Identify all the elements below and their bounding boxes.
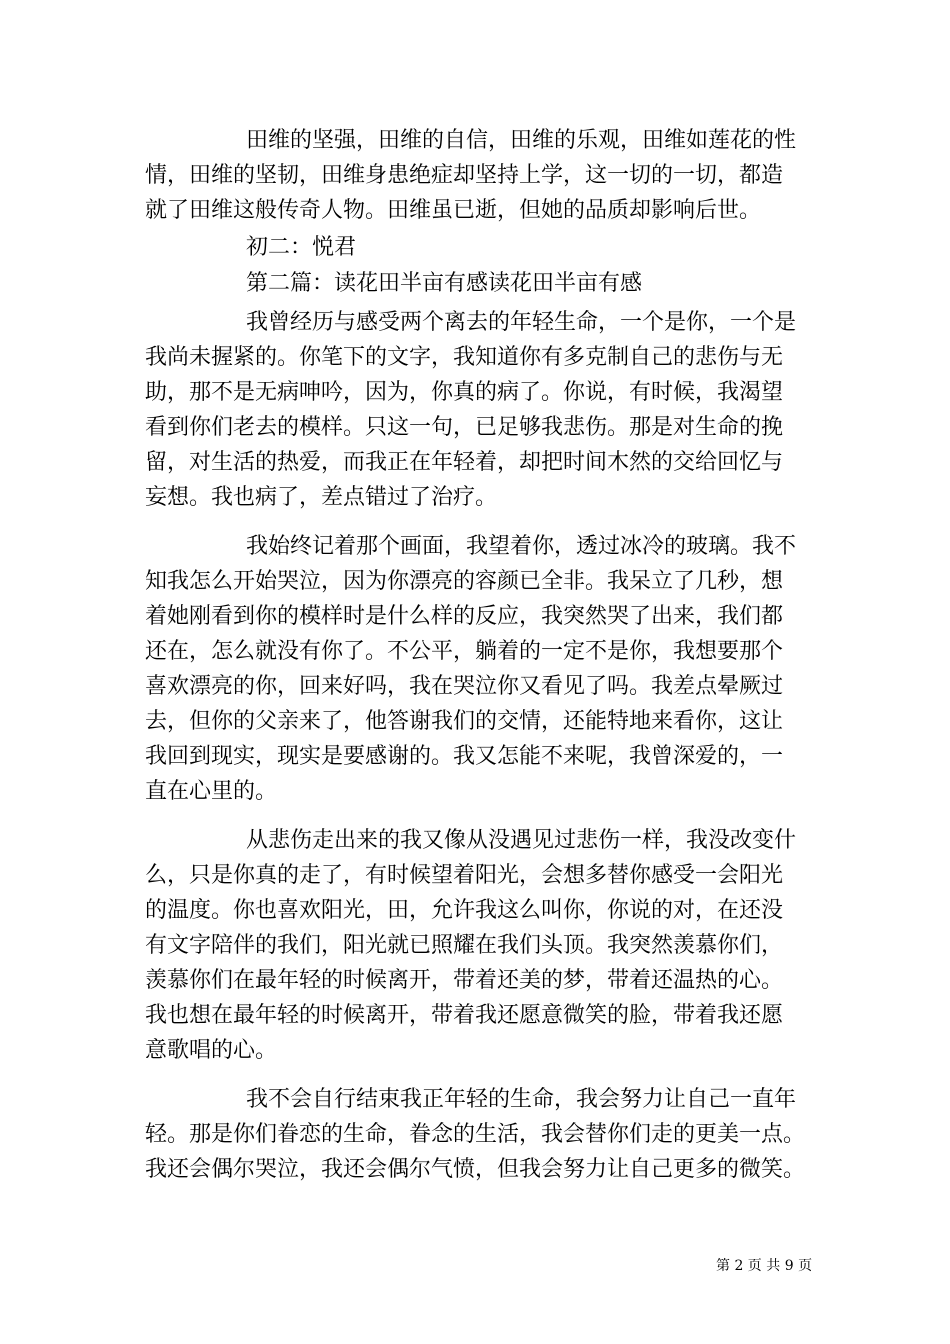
document-page: 田维的坚强，田维的自信，田维的乐观，田维如莲花的性 情，田维的坚韧，田维身患绝症却坚持上学，这一切的一切，都造 就了田维这般传奇人物。田维虽已逝，但她的品质却影响后世。 初二：悦君 第二篇：读花田半亩有感读花田半亩有感 我曾经历与感受两个离去的年轻生命，一个是你，一个是 我尚未握紧的。你笔下的文字，我知道你有多克制自己的悲伤与无 助，那不是无病呻吟，因为，你真的病了。你说，有时候，我渴望 看到你们老去的模样。只这一句，已足够我悲伤。那是对生命的挽 留，对生活的热爱，而我正在年轻着，却把时间木然的交给回忆与 妄想。我也病了，差点错过了治疗。 我始终记着那个画面，我望着你，透过冰冷的玻璃。我不 知我怎么开始哭泣，因为你漂亮的容颜已全非。我呆立了几秒，想 着她刚看到你的模样时是什么样的反应，我突然哭了出来，我们都 还在，怎么就没有你了。不公平，躺着的一定不是你，我想要那个 喜欢漂亮的你，回来好吗，我在哭泣你又看见了吗。我差点晕厥过 去，但你的父亲来了，他答谢我们的交情，还能特地来看你，这让 我回到现实，现实是要感谢的。我又怎能不来呢，我曾深爱的，一 直在心里的。 从悲伤走出来的我又像从没遇见过悲伤一样，我没改变什 么，只是你真的走了，有时候望着阳光，会想多替你感受一会阳光 的温度。你也喜欢阳光，田，允许我这么叫你，你说的对，在还没 有文字陪伴的我们，阳光就已照耀在我们头顶。我突然羡慕你们， 羡慕你们在最年轻的时候离开，带着还美的梦，带着还温热的心。 我也想在最年轻的时候离开，带着我还愿意微笑的脸，带着我还愿 意歌唱的心。 我不会自行结束我正年轻的生命，我会努力让自己一直年 轻。那是你们眷恋的生命，眷念的生活，我会替你们走的更美一点。 我还会偶尔哭泣，我还会偶尔气愤，但我会努力让自己更多的微笑。 第 2 页 共 9 页 xyxy=(145,128,813,1274)
page-number: 第 2 页 共 9 页 xyxy=(716,1258,813,1274)
